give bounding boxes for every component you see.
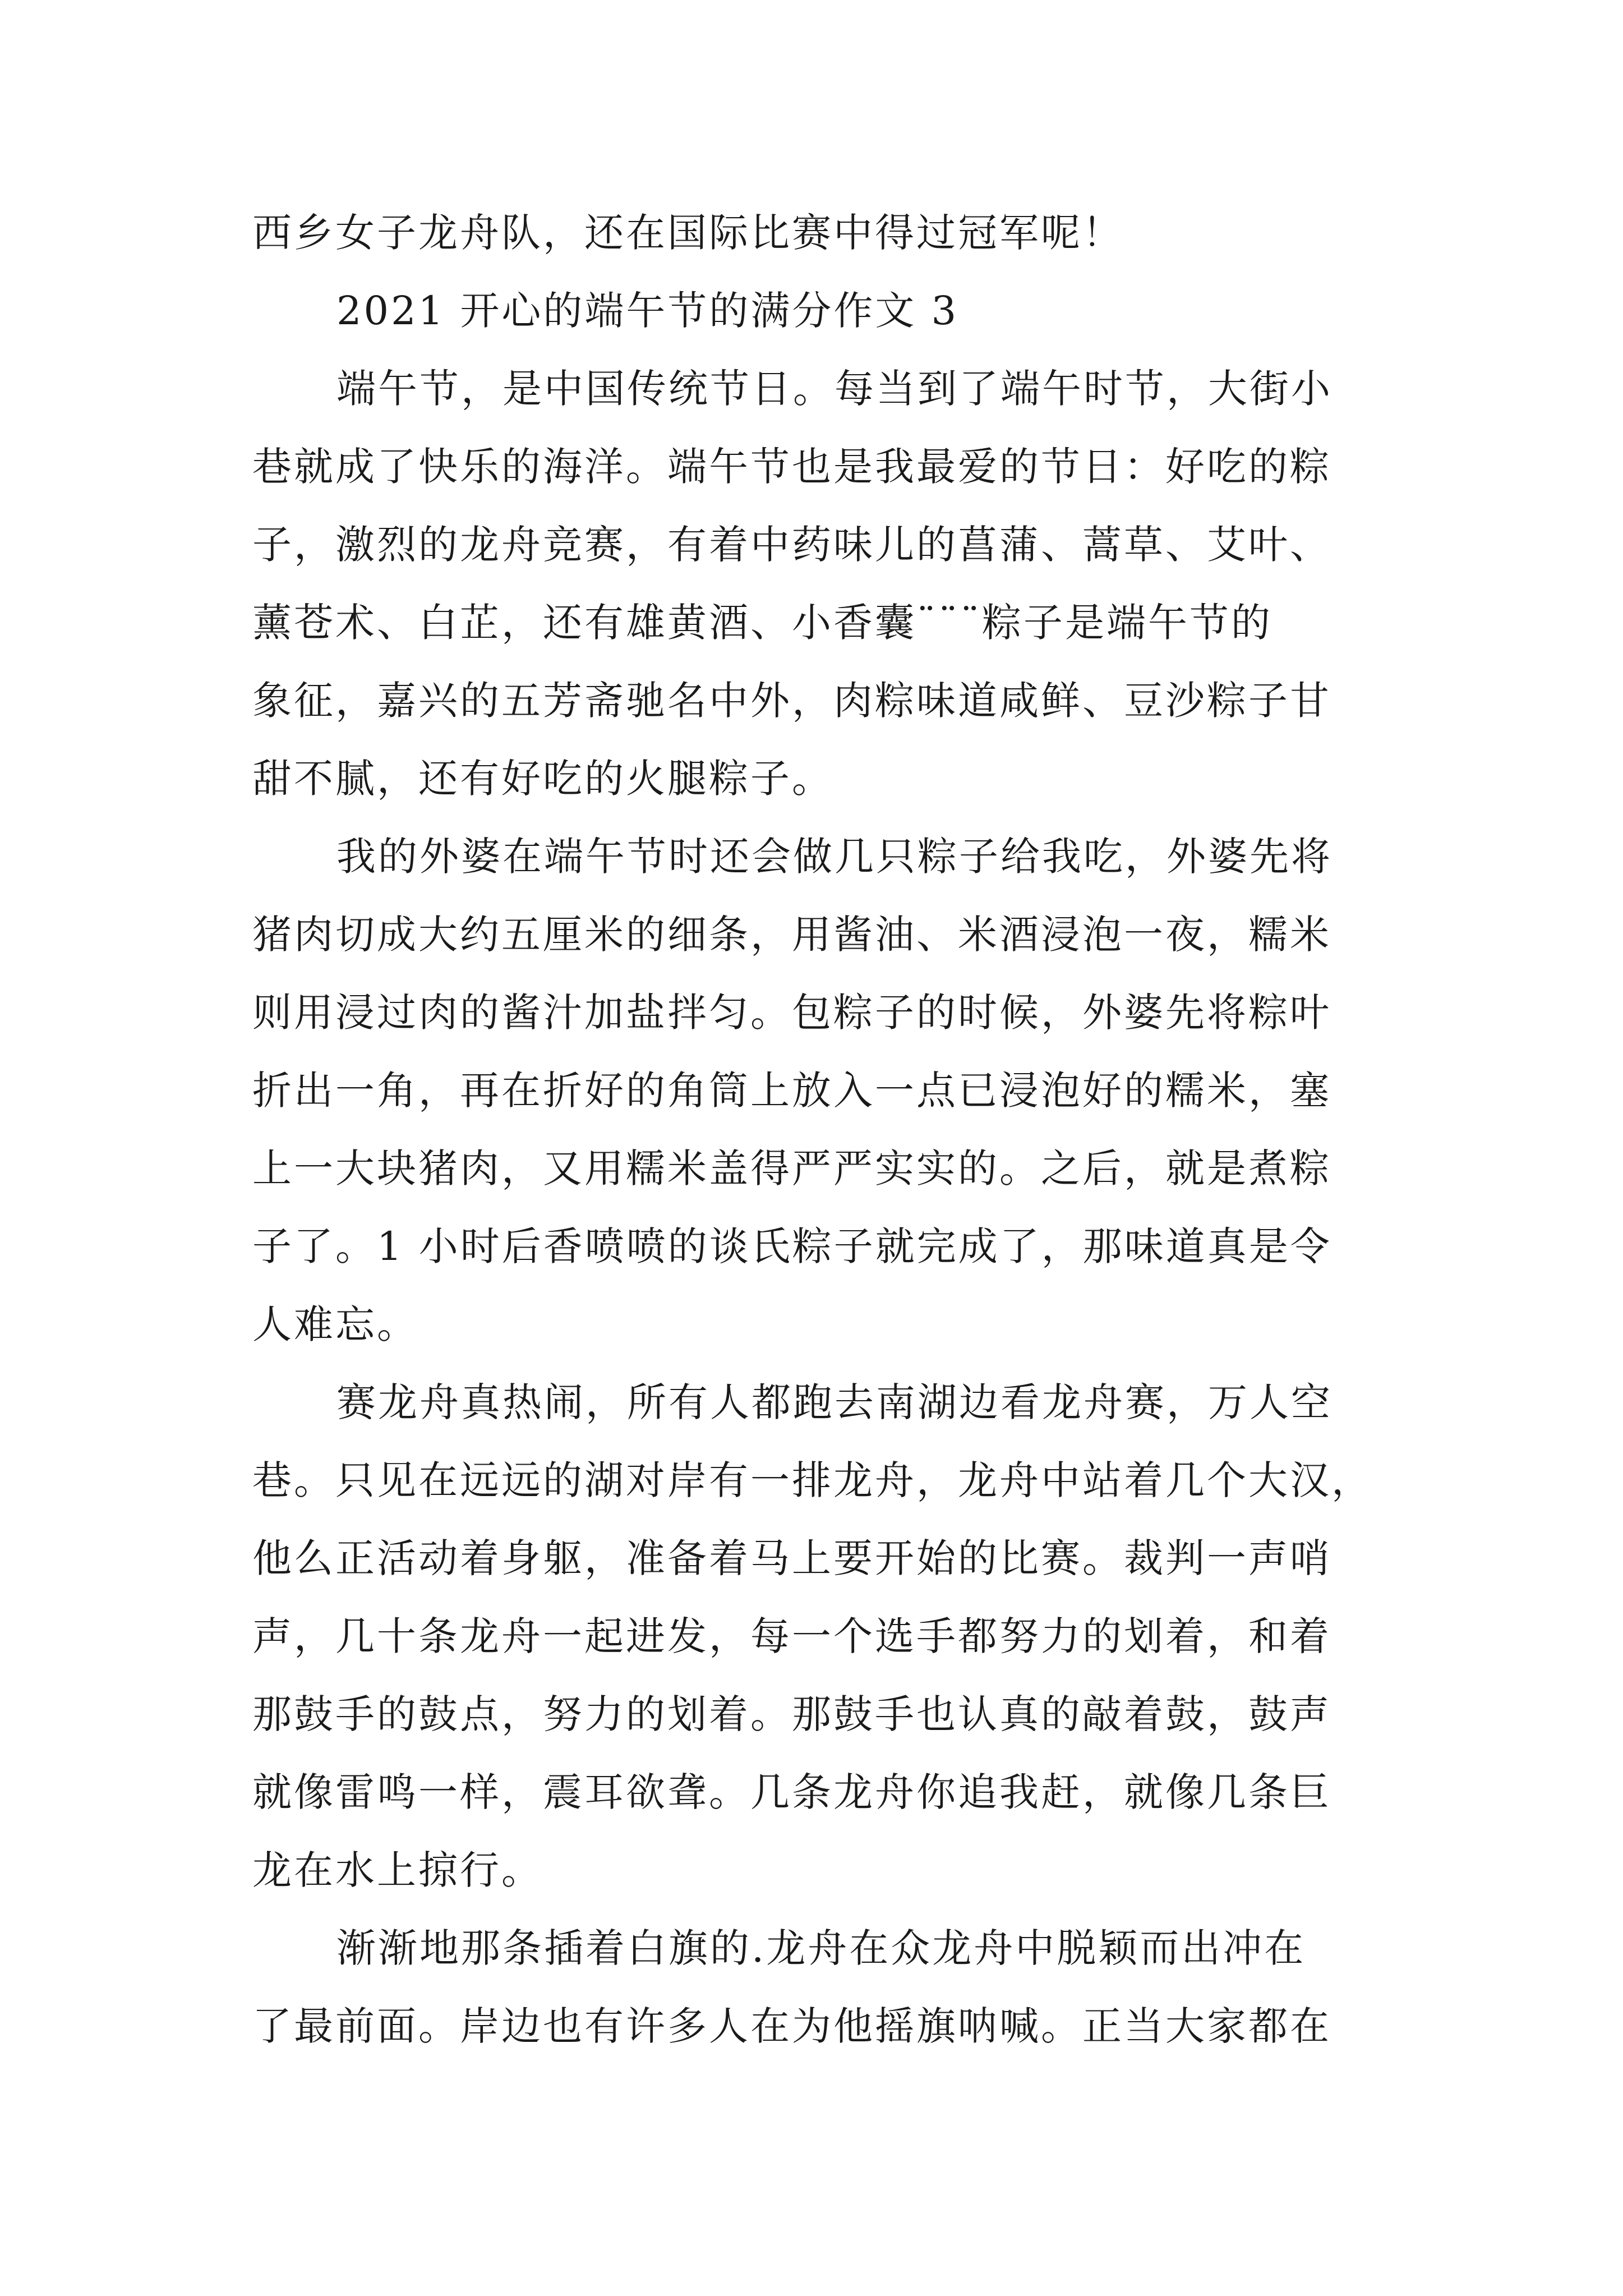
text-line: 则用浸过肉的酱汁加盐拌匀。包粽子的时候，外婆先将粽叶	[252, 990, 1331, 1036]
text-line: 声，几十条龙舟一起进发，每一个选手都努力的划着，和着	[252, 1613, 1331, 1659]
text-line: 渐渐地那条插着白旗的.龙舟在众龙舟中脱颖而出冲在	[336, 1925, 1306, 1971]
text-line: 甜不腻，还有好吃的火腿粽子。	[252, 756, 833, 802]
text-line: 折出一角，再在折好的角筒上放入一点已浸泡好的糯米，塞	[252, 1068, 1331, 1114]
text-line: 象征，嘉兴的五芳斋驰名中外，肉粽味道咸鲜、豆沙粽子甘	[252, 678, 1331, 724]
text-line: 子，激烈的龙舟竞赛，有着中药味儿的菖蒲、蒿草、艾叶、	[252, 522, 1331, 568]
text-line: 巷。只见在远远的湖对岸有一排龙舟，龙舟中站着几个大汉，	[252, 1457, 1373, 1503]
text-line: 子了。1 小时后香喷喷的谈氏粽子就完成了，那味道真是令	[252, 1223, 1332, 1269]
text-line: 西乡女子龙舟队，还在国际比赛中得过冠军呢！	[252, 210, 1124, 256]
text-line: 我的外婆在端午节时还会做几只粽子给我吃，外婆先将	[336, 834, 1332, 880]
text-line: 龙在水上掠行。	[252, 1847, 543, 1893]
text-line: 了最前面。岸边也有许多人在为他摇旗呐喊。正当大家都在	[252, 2003, 1331, 2049]
text-line: 那鼓手的鼓点，努力的划着。那鼓手也认真的敲着鼓，鼓声	[252, 1691, 1331, 1737]
text-line: 就像雷鸣一样，震耳欲聋。几条龙舟你追我赶，就像几条巨	[252, 1769, 1331, 1815]
text-line: 猪肉切成大约五厘米的细条，用酱油、米酒浸泡一夜，糯米	[252, 912, 1331, 958]
text-line: 他么正活动着身躯，准备着马上要开始的比赛。裁判一声哨	[252, 1535, 1331, 1581]
text-line: 赛龙舟真热闹，所有人都跑去南湖边看龙舟赛，万人空	[336, 1379, 1332, 1425]
text-line: 巷就成了快乐的海洋。端午节也是我最爱的节日：好吃的粽	[252, 444, 1331, 490]
text-line: 人难忘。	[252, 1301, 418, 1347]
text-line: 端午节，是中国传统节日。每当到了端午时节，大街小	[336, 366, 1332, 412]
section-heading: 2021 开心的端午节的满分作文 3	[336, 288, 959, 334]
text-line: 上一大块猪肉，又用糯米盖得严严实实的。之后，就是煮粽	[252, 1145, 1331, 1191]
text-line: 薰苍术、白芷，还有雄黄酒、小香囊¨¨¨粽子是端午节的	[252, 600, 1272, 646]
